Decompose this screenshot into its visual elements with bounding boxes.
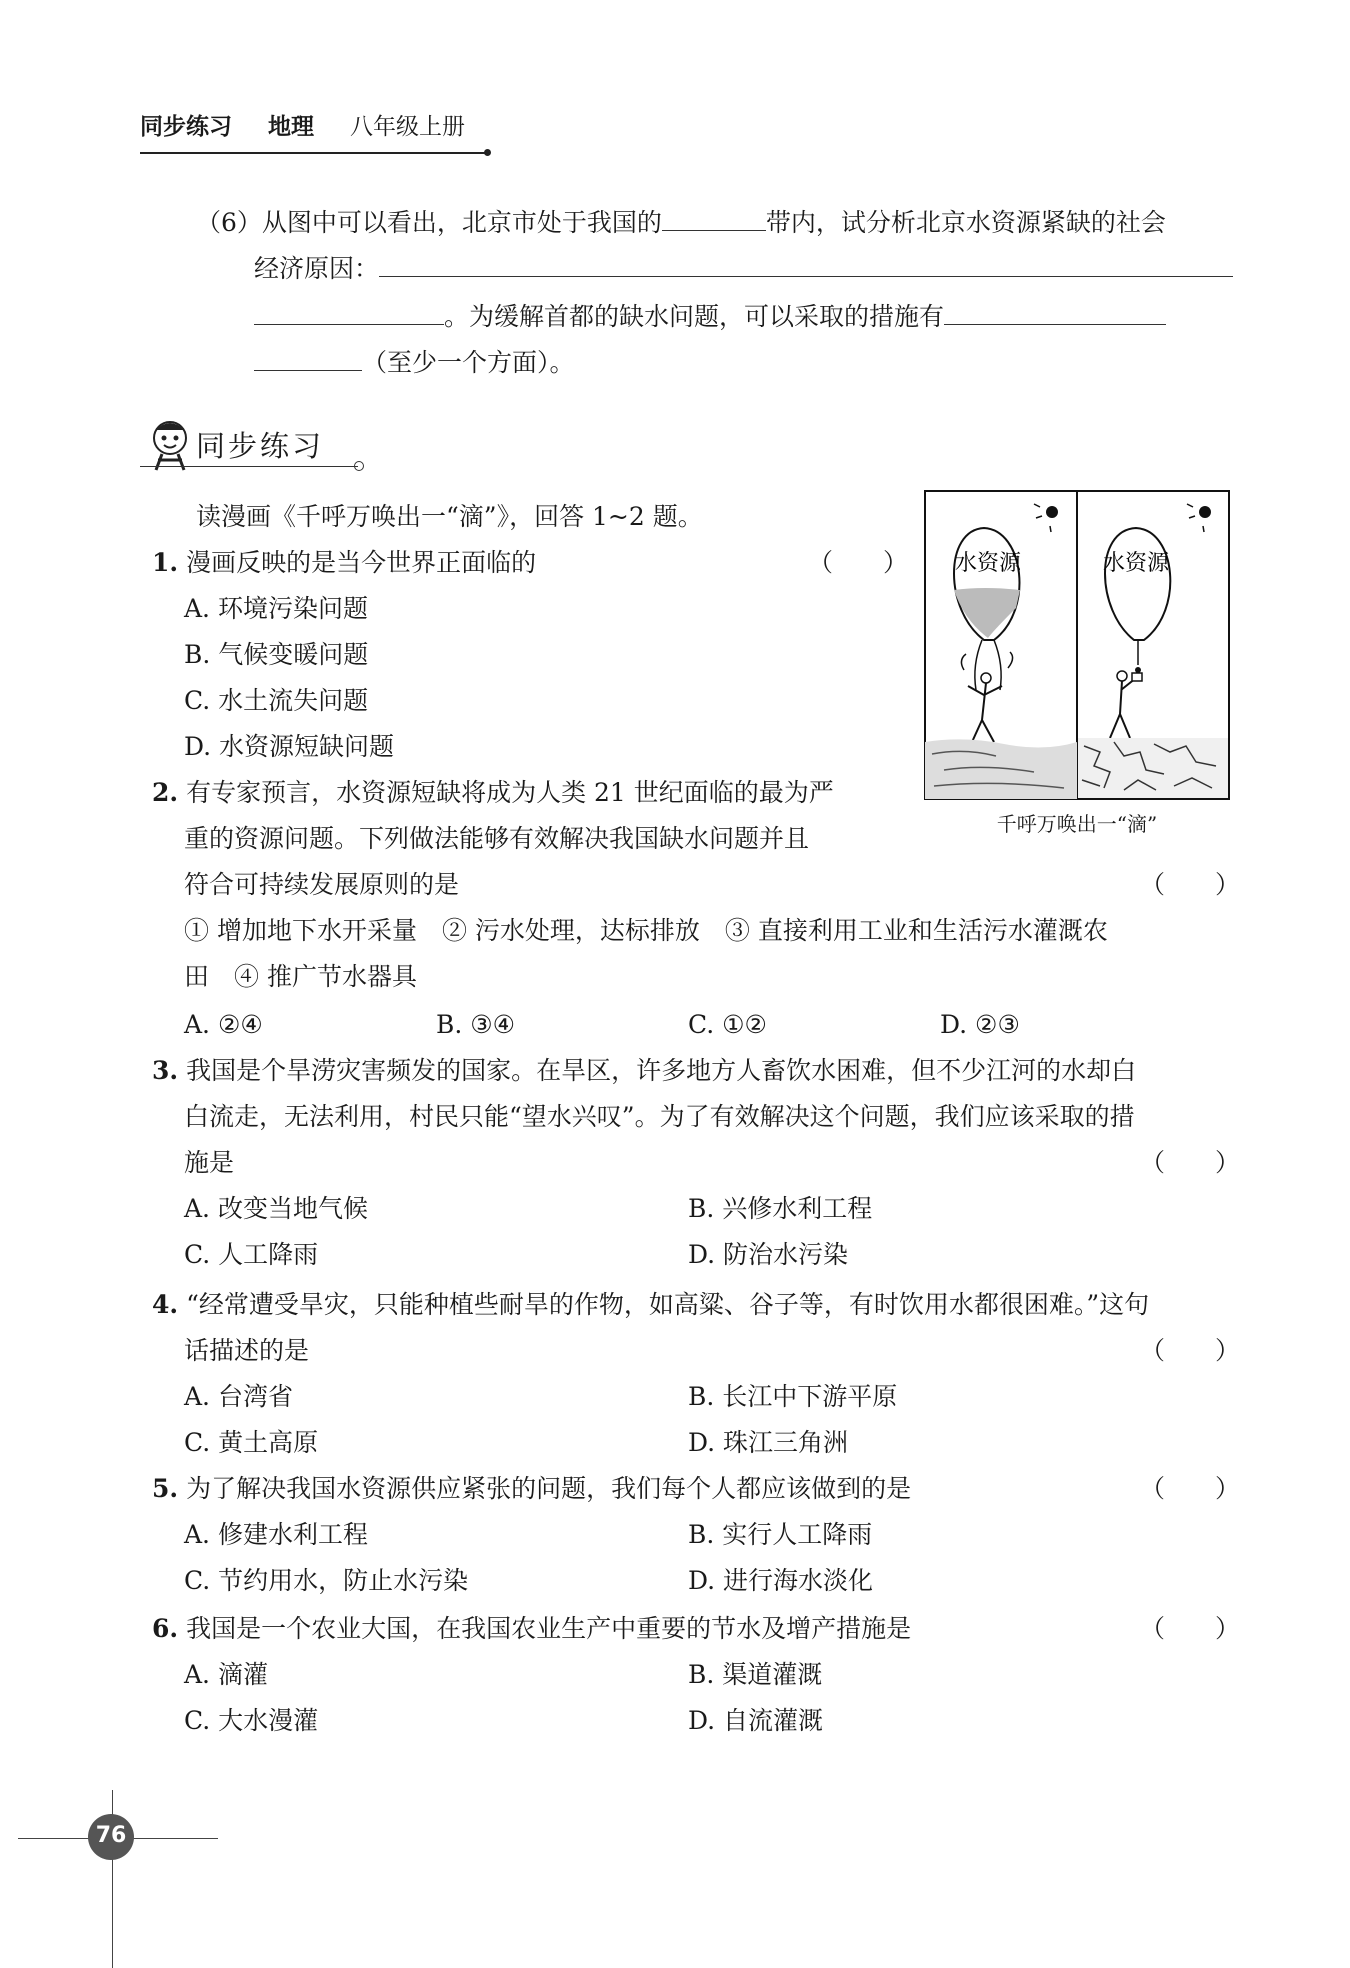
q6-stem — [152, 1612, 911, 1646]
q3-number: 3. — [152, 1056, 179, 1085]
q1-option-d: D. 水资源短缺问题 — [184, 732, 395, 761]
cartoon-illustration — [924, 490, 1230, 800]
q6b-option-c: C. 大水漫灌 — [184, 1706, 319, 1735]
q6b-option-b: B. 渠道灌溉 — [688, 1660, 823, 1689]
q4-option-c: C. 黄土高原 — [184, 1428, 319, 1457]
q3-option-c: C. 人工降雨 — [184, 1240, 319, 1269]
q3-option-a: A. 改变当地气候 — [184, 1194, 368, 1223]
q2-stem-line2: 重的资源问题。下列做法能够有效解决我国缺水问题并且 — [184, 824, 810, 853]
q6-line2 — [254, 250, 1233, 286]
q2-items-line2: 田 ④ 推广节水器具 — [184, 962, 417, 991]
answer-blank — [254, 298, 444, 325]
q1-stem — [152, 546, 536, 580]
q5-option-a: A. 修建水利工程 — [184, 1520, 368, 1549]
q4-option-b: B. 长江中下游平原 — [688, 1382, 898, 1411]
q6-text-e: （至少一个方面）。 — [362, 348, 575, 377]
answer-blank — [254, 344, 362, 371]
header-subject: 地理 — [268, 114, 315, 140]
q2-option-d: D. ②③ — [940, 1010, 1020, 1039]
q1-text: 漫画反映的是当今世界正面临的 — [186, 548, 537, 577]
q3-stem-line1 — [152, 1054, 1136, 1088]
q3-option-d: D. 防治水污染 — [688, 1240, 849, 1269]
q1-number: 1. — [152, 548, 179, 577]
q5-text: 为了解决我国水资源供应紧张的问题，我们每个人都应该做到的是 — [186, 1474, 912, 1503]
answer-paren: （ ） — [1140, 1614, 1241, 1643]
q3-option-b: B. 兴修水利工程 — [688, 1194, 873, 1223]
q4-stem-line1 — [152, 1288, 1149, 1322]
q2-stem-line1 — [152, 776, 834, 810]
q1-option-a: A. 环境污染问题 — [184, 594, 368, 623]
answer-paren: （ ） — [808, 548, 909, 577]
intro-text: 读漫画《千呼万唤出一“滴”》，回答 1~2 题。 — [196, 502, 703, 531]
header-rule — [140, 152, 486, 154]
q2-stem-line3: 符合可持续发展原则的是 — [184, 870, 460, 899]
answer-paren: （ ） — [1140, 1474, 1241, 1503]
page-number: 76 — [95, 1823, 127, 1848]
header-series: 同步练习 — [140, 114, 232, 140]
section-rule — [140, 466, 358, 467]
q2-number: 2. — [152, 778, 179, 807]
page-header — [140, 108, 493, 141]
q6-text-b: 带内，试分析北京水资源紧缺的社会 — [765, 208, 1166, 237]
q5-option-b: B. 实行人工降雨 — [688, 1520, 873, 1549]
answer-blank — [662, 204, 766, 231]
q2-option-a: A. ②④ — [184, 1010, 263, 1039]
q6-line3 — [254, 298, 1166, 334]
q2-option-b: B. ③④ — [436, 1010, 516, 1039]
answer-paren: （ ） — [1140, 1336, 1241, 1365]
q4-number: 4. — [152, 1290, 179, 1319]
q4-option-a: A. 台湾省 — [184, 1382, 293, 1411]
q5-option-d: D. 进行海水淡化 — [688, 1566, 874, 1595]
q1-option-b: B. 气候变暖问题 — [184, 640, 369, 669]
q3-stem-line2: 白流走，无法利用，村民只能“望水兴叹”。为了有效解决这个问题，我们应该采取的措 — [184, 1102, 1135, 1131]
q6b-text: 我国是一个农业大国，在我国农业生产中重要的节水及增产措施是 — [186, 1614, 912, 1643]
q6-text-c: 经济原因： — [254, 254, 380, 283]
q5-stem — [152, 1472, 911, 1506]
q2-text-1: 有专家预言，水资源短缺将成为人类 21 世纪面临的最为严 — [186, 778, 834, 807]
answer-blank — [944, 298, 1166, 325]
q4-text-1: “经常遭受旱灾，只能种植些耐旱的作物，如高粱、谷子等，有时饮用水都很困难。”这句 — [186, 1290, 1150, 1319]
cartoon-caption: 千呼万唤出一“滴” — [996, 812, 1158, 836]
answer-paren: （ ） — [1140, 870, 1241, 899]
section-rule-circle — [354, 461, 364, 471]
q6-line4 — [254, 344, 575, 380]
q6-text-a: 从图中可以看出，北京市处于我国的 — [261, 208, 662, 237]
q6b-option-a: A. 滴灌 — [184, 1660, 268, 1689]
q3-stem-line3: 施是 — [184, 1148, 235, 1177]
q3-text-1: 我国是个旱涝灾害频发的国家。在旱区，许多地方人畜饮水困难，但不少江河的水却白 — [186, 1056, 1137, 1085]
header-grade: 八年级上册 — [350, 114, 466, 140]
q6b-option-d: D. 自流灌溉 — [688, 1706, 824, 1735]
q4-stem-line2: 话描述的是 — [184, 1336, 310, 1365]
q6-number: （6） — [196, 208, 262, 237]
cartoon-label-left: 水资源 — [954, 551, 1022, 576]
q6-text-d: 。为缓解首都的缺水问题，可以采取的措施有 — [444, 302, 945, 331]
section-title: 同步练习 — [196, 429, 325, 463]
header-rule-dot — [484, 149, 491, 156]
q5-number: 5. — [152, 1474, 179, 1503]
q4-option-d: D. 珠江三角洲 — [688, 1428, 849, 1457]
q5-option-c: C. 节约用水，防止水污染 — [184, 1566, 469, 1595]
q2-option-c: C. ①② — [688, 1010, 767, 1039]
answer-blank — [379, 250, 1233, 277]
q2-items-line1: ① 增加地下水开采量 ② 污水处理，达标排放 ③ 直接利用工业和生活污水灌溉农 — [184, 916, 1108, 945]
mascot-icon — [140, 414, 200, 474]
q6b-number: 6. — [152, 1614, 179, 1643]
q1-option-c: C. 水土流失问题 — [184, 686, 369, 715]
cartoon-label-right: 水资源 — [1102, 551, 1170, 576]
q6-line1 — [196, 204, 1166, 240]
answer-paren: （ ） — [1140, 1148, 1241, 1177]
